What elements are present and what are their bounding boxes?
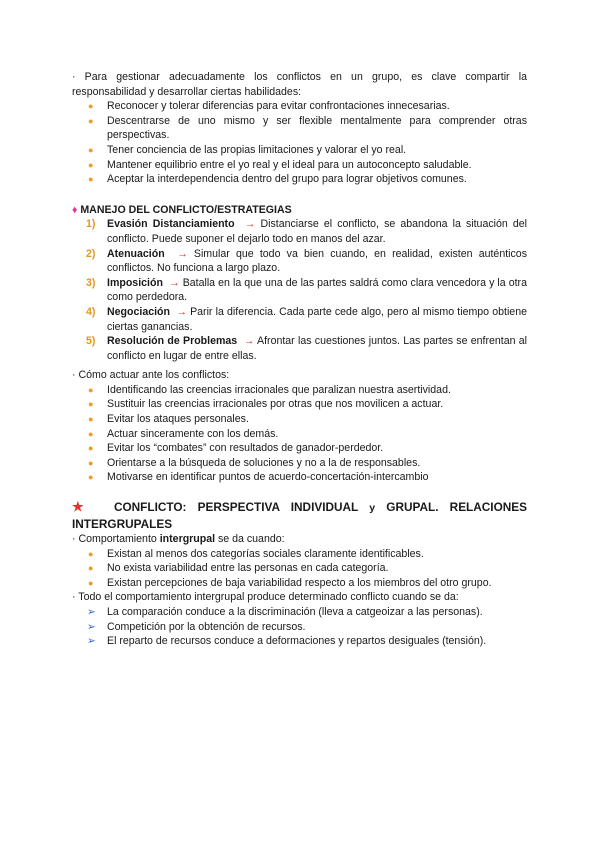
bullet-icon: ● [88, 443, 94, 454]
bullet-icon: ● [88, 577, 94, 588]
arrow-icon: → [243, 335, 255, 348]
list-item: ● Mantener equilibrio entre el yo real y el ideal para un autoconcepto saludable. [88, 158, 472, 171]
bullet-icon: ● [88, 115, 94, 126]
document-page [72, 70, 527, 649]
actions-list [72, 383, 527, 485]
list-item: ➢ El reparto de recursos conduce a deformaciones y repartos desiguales (tensión). [87, 635, 487, 648]
strategies-heading: ♦ MANEJO DEL CONFLICTO/ESTRATEGIAS [72, 203, 292, 216]
arrow-icon: → [244, 218, 256, 231]
bullet-icon: ● [88, 174, 94, 185]
list-item: 5) Resolución de Problemas → Afrontar las cuestiones juntos. Las partes se enfrentan al conflicto en lugar de entre ellas. [86, 335, 528, 362]
list-item: ● Motivarse en identificar puntos de acuerdo-concertación-intercambio [88, 471, 429, 484]
list-item: ● Existan al menos dos categorías sociales claramente identificables. [88, 547, 424, 560]
arrowhead-icon: ➢ [87, 620, 96, 633]
list-item: ● Sustituir las creencias irracionales por otras que nos movilicen a actuar. [88, 398, 444, 411]
intro-paragraph: · Para gestionar adecuadamente los conflictos en un grupo, es clave compartir la responsabilidad y desarrollar ciertas habilidades: [72, 71, 527, 98]
bullet-icon: ● [88, 563, 94, 574]
list-item: ● Descentrarse de uno mismo y ser flexible mentalmente para comprender otras perspectivas. [88, 114, 527, 142]
bullet-icon: ● [88, 399, 94, 410]
bullet-icon: ● [88, 384, 94, 395]
list-item: ● Evitar los ataques personales. [88, 413, 249, 426]
strategies-list [72, 217, 527, 363]
behavior-paragraph: · Comportamiento intergrupal se da cuando: [72, 533, 285, 546]
list-item: ● Orientarse a la búsqueda de soluciones y no a la de responsables. [88, 456, 421, 469]
list-item: ● Evitar los “combates” con resultados de ganador-perdedor. [88, 442, 384, 455]
star-icon: ★ [72, 499, 92, 515]
list-item: ● Aceptar la interdependencia dentro del grupo para lograr objetivos comunes. [88, 173, 467, 186]
behavior-list [72, 547, 527, 591]
list-item: ● No exista variabilidad entre las personas en cada categoría. [88, 562, 389, 575]
bullet-icon: ● [88, 428, 94, 439]
list-item: ● Identificando las creencias irracionales que paralizan nuestra asertividad. [88, 383, 451, 396]
bullet-icon: ● [88, 101, 94, 112]
arrowhead-icon: ➢ [87, 635, 96, 648]
arrowhead-icon: ➢ [87, 606, 96, 618]
conflict-list [72, 605, 527, 649]
actions-paragraph: · Cómo actuar ante los conflictos: [72, 369, 230, 382]
list-item: ● Existan percepciones de baja variabilidad respecto a los miembros del otro grupo. [88, 576, 492, 589]
bullet-icon: ● [88, 144, 94, 155]
list-item: ➢ La comparación conduce a la discriminación (lleva a catgeoizar a las personas). [87, 606, 483, 618]
list-item: ● Reconocer y tolerar diferencias para evitar confrontaciones innecesarias. [88, 100, 450, 113]
bullet-icon: ● [88, 414, 94, 425]
list-item: ➢ Competición por la obtención de recursos. [87, 620, 306, 633]
list-item: 1) Evasión Distanciamiento → Distanciarse el conflicto, se abandona la situación del conflicto. Puede suponer el dejarlo todo en manos del azar. [86, 218, 527, 245]
list-item: 2) Atenuación → Simular que todo va bien cuando, en realidad, existen auténticos conflictos. No funciona a largo plazo. [86, 247, 528, 275]
list-item: 4) Negociación → Parir la diferencia. Cada parte cede algo, pero al mismo tiempo obtiene ciertas ganancias. [86, 305, 527, 333]
skills-list [72, 99, 527, 187]
arrow-icon: → [176, 305, 187, 318]
conflict-paragraph: · Todo el comportamiento intergrupal produce determinado conflicto cuando se da: [72, 591, 459, 604]
bullet-icon: ● [88, 457, 94, 468]
arrow-icon: → [177, 247, 188, 260]
list-item: ● Tener conciencia de las propias limitaciones y valorar el yo real. [88, 143, 407, 156]
bullet-icon: ● [88, 159, 94, 170]
list-item: ● Actuar sinceramente con los demás. [88, 427, 279, 440]
bullet-icon: ● [88, 548, 94, 559]
bullet-icon: ● [88, 472, 94, 483]
conflict-section-title: ★ CONFLICTO: PERSPECTIVA INDIVIDUAL y GRUPAL. RELACIONES INTERGRUPALES [72, 499, 528, 531]
arrow-icon: → [169, 276, 180, 289]
list-item: 3) Imposición → Batalla en la que una de las partes saldrá como clara vencedora y la otra como perdedora. [86, 276, 527, 304]
diamond-icon: ♦ [72, 203, 78, 216]
